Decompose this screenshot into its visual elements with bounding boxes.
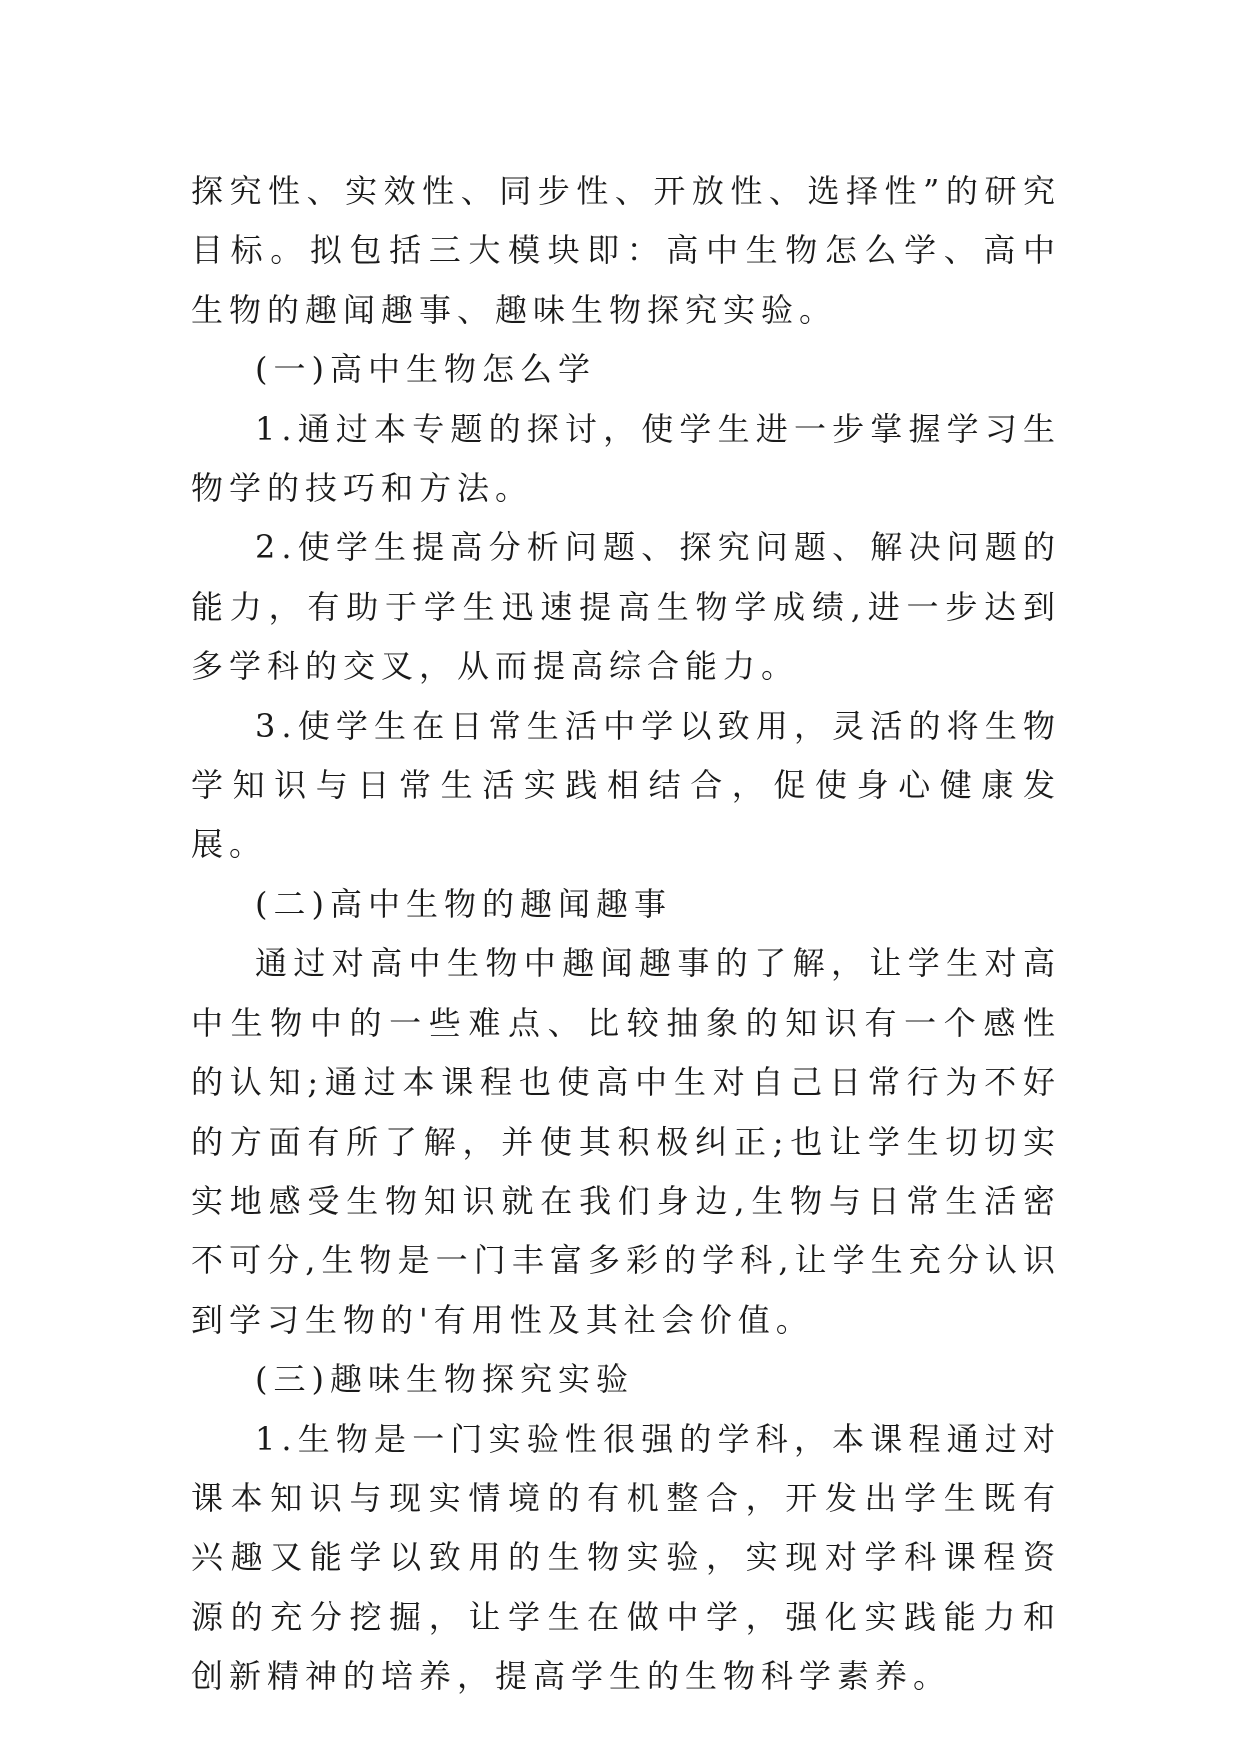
paragraph-research-goals: 探究性、实效性、同步性、开放性、选择性”的研究目标。拟包括三大模块即：高中生物怎么学、高中生物的趣闻趣事、趣味生物探究实验。 [191,172,1061,329]
document-body [191,162,1061,1707]
paragraph-learn-item-1: 1.通过本专题的探讨，使学生进一步掌握学习生物学的技巧和方法。 [191,409,1061,508]
paragraph-anecdotes-body: 通过对高中生物中趣闻趣事的了解，让学生对高中生物中的一些难点、比较抽象的知识有一个感性的认知;通过本课程也使高中生对自己日常行为不好的方面有所了解，并使其积极纠正;也让学生切切实实地感受生物知识就在我们身边,生物与日常生活密不可分,生物是一门丰富多彩的学科,让学生充分认识到学习生物的'有用性及其社会价值。 [191,944,1061,1339]
section-heading-how-to-learn: (一)高中生物怎么学 [255,350,596,389]
section-heading-anecdotes: (二)高中生物的趣闻趣事 [255,884,672,923]
paragraph-learn-item-2: 2.使学生提高分析问题、探究问题、解决问题的能力，有助于学生迅速提高生物学成绩,进一步达到多学科的交叉，从而提高综合能力。 [191,528,1061,686]
paragraph-learn-item-3: 3.使学生在日常生活中学以致用，灵活的将生物学知识与日常生活实践相结合，促使身心健康发展。 [191,706,1061,864]
paragraph-experiments-item-1: 1.生物是一门实验性很强的学科，本课程通过对课本知识与现实情境的有机整合，开发出学生既有兴趣又能学以致用的生物实验，实现对学科课程资源的充分挖掘，让学生在做中学，强化实践能力和创新精神的培养，提高学生的生物科学素养。 [191,1419,1061,1696]
section-heading-experiments: (三)趣味生物探究实验 [255,1360,634,1399]
